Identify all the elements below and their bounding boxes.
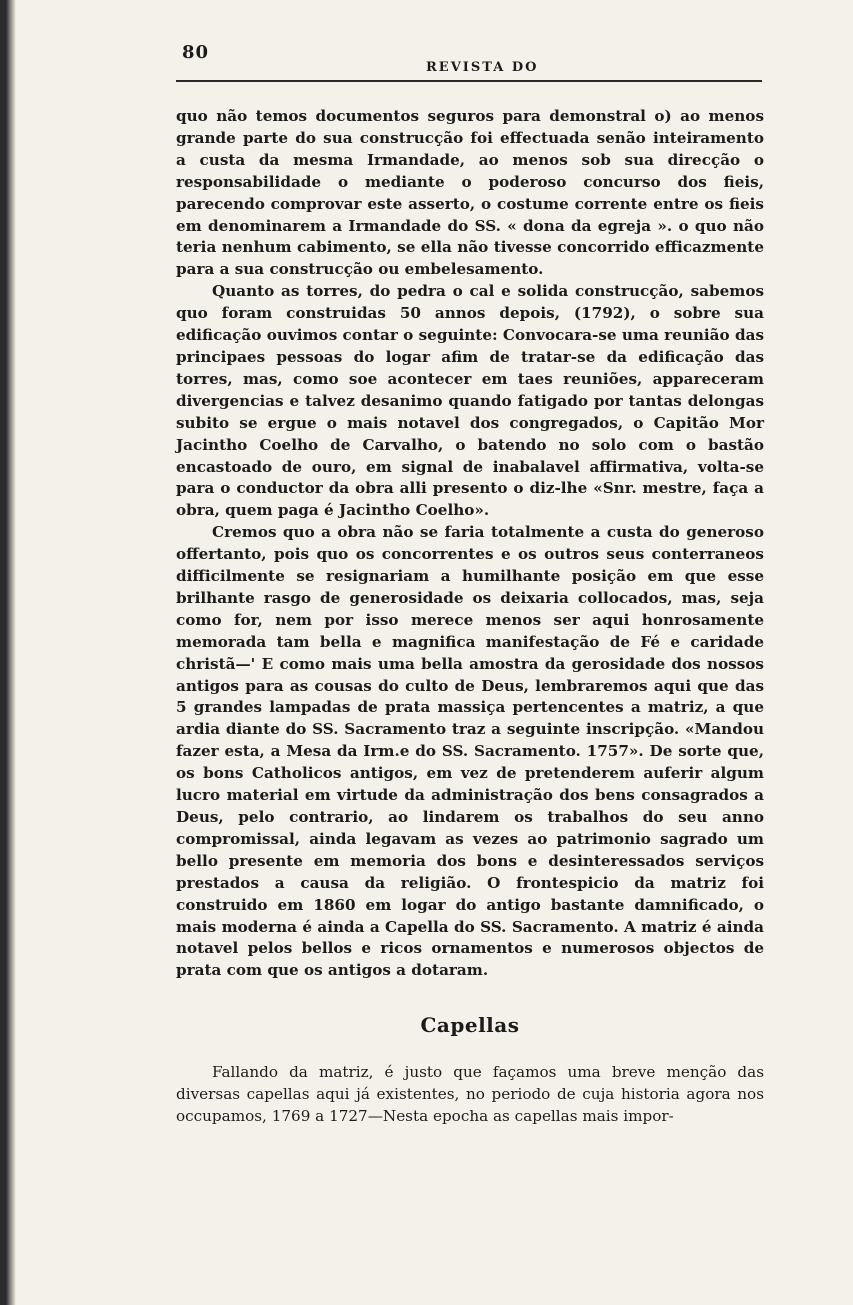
header-rule [176,80,762,82]
book-binding-edge [0,0,16,1305]
paragraph-capellas: Fallando da matriz, é justo que façamos uma breve menção das diversas capellas aqui já existentes, no periodo de cuja historia agora nos occupamos, 1769 a 1727—Nesta epocha as capellas mais impor- [176,1063,764,1126]
running-title: REVISTA DO [426,60,539,75]
paragraph-construction: quo não temos documentos seguros para demonstral o) ao menos grande parte do sua construcção foi effectuada senão inteiramento a custa da mesma Irmandade, ao menos sob sua direcção o responsabilidade o mediante o poderoso concurso dos fieis, parecendo comprovar este asserto, o costume corrente entre os fieis em denominarem a Irmandade do SS. « dona da egreja ». o quo não teria nenhum cabimento, se ella não tivesse concorrido efficazmente para a sua construcção ou embelesamento. [176,107,764,279]
section-heading-capellas: Capellas [420,1013,520,1038]
body-text [176,106,764,1128]
page-number: 80 [182,42,210,63]
paragraph-towers: Quanto as torres, do pedra o cal e solida construcção, sabemos quo foram construidas 50 annos depois, (1792), o sobre sua edificação ouvimos contar o seguinte: Convocara-se uma reunião das principaes pessoas do logar afim de tratar-se da edificação das torres, mas, como soe acontecer em taes reuniões, appareceram divergencias e talvez desanimo quando fatigado por tantas delongas subito se ergue o mais notavel dos congregados, o Capitão Mor Jacintho Coelho de Carvalho, o batendo no solo com o bastão encastoado de ouro, em signal de inabalavel affirmativa, volta-se para o conductor da obra alli presento o diz-lhe «Snr. mestre, faça a obra, quem paga é Jacintho Coelho». [176,282,764,520]
paragraph-generosity: Cremos quo a obra não se faria totalmente a custa do generoso offertanto, pois quo os concorrentes e os outros seus conterraneos difficilmente se resignariam a humilhante posição em que esse brilhante rasgo de generosidade os deixaria collocados, mas, seja como for, nem por isso merece menos ser aqui honrosamente memorada tam bella e magnifica manifestação de Fé e caridade christã—' E como mais uma bella amostra da gerosidade dos nossos antigos para as cousas do culto de Deus, lembraremos aqui que das 5 grandes lampadas de prata massiça pertencentes a matriz, a que ardia diante do SS. Sacramento traz a seguinte inscripção. «Mandou fazer esta, a Mesa da Irm.e do SS. Sacramento. 1757». De sorte que, os bons Catholicos antigos, em vez de pretenderem auferir algum lucro material em virtude da administração dos bens consagrados a Deus, pelo contrario, ao lindarem os trabalhos do seu anno compromissal, ainda legavam as vezes ao patrimonio sagrado um bello presente em memoria dos bons e desinteressados serviços prestados a causa da religião. O frontespicio da matriz foi construido em 1860 em logar do antigo bastante damnificado, o mais moderna é ainda a Capella do SS. Sacramento. A matriz é ainda notavel pelos bellos e ricos ornamentos e numerosos objectos de prata com que os antigos a dotaram. [176,523,764,980]
